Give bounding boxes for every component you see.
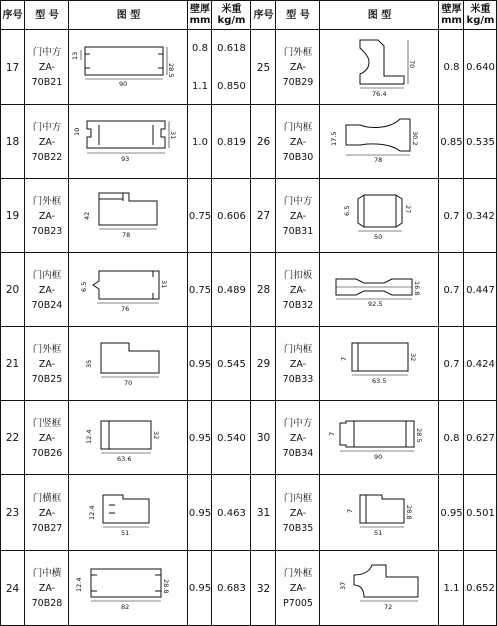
- weight-value: 0.463: [217, 507, 246, 519]
- row-index: [0, 551, 25, 626]
- header-wall: [188, 0, 212, 30]
- row-index-label: 31: [256, 507, 271, 519]
- profile-drawing: [69, 401, 188, 475]
- row-model: [276, 475, 320, 551]
- row-index: [0, 401, 25, 475]
- dimension-width: 76: [121, 305, 130, 313]
- dimension-sub: 17.5: [330, 131, 338, 146]
- weight-per-meter: [212, 551, 251, 626]
- profile-drawing: [69, 327, 188, 401]
- profile-name: 门中方: [32, 121, 62, 133]
- weight-value: 0.342: [466, 210, 495, 222]
- profile-code: ZA-70B30: [282, 136, 314, 163]
- header-wall-label: 壁厚: [441, 4, 462, 15]
- profile-name: 门外框: [283, 568, 313, 579]
- weight-per-meter: [212, 327, 251, 401]
- row-index-label: 19: [5, 210, 20, 222]
- dimension-height: 70: [408, 60, 416, 69]
- header-index-right: [251, 0, 276, 30]
- weight-value: 0.850: [217, 80, 246, 92]
- row-model: [25, 475, 69, 551]
- profile-drawing: [320, 401, 439, 475]
- row-index-label: 24: [5, 582, 20, 595]
- dimension-height: 37: [339, 581, 347, 590]
- profile-code: ZA-70B34: [282, 432, 314, 459]
- wall-value: 0.75: [188, 210, 212, 222]
- wall-value: 0.75: [188, 284, 212, 296]
- dimension-height: 28.5: [167, 63, 175, 78]
- profile-drawing: [320, 30, 439, 105]
- wall-thickness: [188, 401, 212, 475]
- wall-thickness: [439, 179, 464, 253]
- wall-thickness: [439, 253, 464, 327]
- profile-drawing: [69, 253, 188, 327]
- weight-per-meter: [464, 105, 497, 179]
- profile-name: 门内框: [283, 343, 313, 355]
- row-index: [251, 401, 276, 475]
- row-index-label: 17: [5, 61, 20, 74]
- weight-value: 0.652: [466, 583, 495, 594]
- row-index-label: 30: [256, 432, 271, 444]
- wall-thickness: [188, 30, 212, 105]
- profile-name: 门中横: [32, 568, 62, 579]
- wall-thickness: [188, 105, 212, 179]
- dimension-sub: 7: [340, 356, 348, 361]
- weight-value: 0.540: [217, 432, 246, 444]
- header-weight-label: 米重: [470, 4, 491, 15]
- wall-value: 0.95: [188, 583, 212, 594]
- header-wall-unit: mm: [441, 15, 462, 26]
- row-index: [251, 475, 276, 551]
- profile-name: 门中方: [283, 195, 313, 207]
- wall-value: 0.95: [188, 507, 212, 519]
- profile-name: 门中方: [283, 417, 313, 429]
- dimension-width: 63.5: [372, 377, 387, 385]
- dimension-sub: 7: [346, 508, 354, 513]
- header-model-label: 型 号: [35, 9, 59, 21]
- wall-thickness: [439, 551, 464, 626]
- row-model: [25, 253, 69, 327]
- header-model: [25, 0, 69, 30]
- dimension-sub: 12.4: [85, 429, 93, 444]
- dimension-sub: 7: [328, 431, 336, 436]
- weight-value: 0.447: [466, 284, 495, 296]
- profile-code: ZA-70B23: [31, 210, 63, 237]
- header-figure-label: 图 型: [116, 9, 141, 21]
- dimension-width: 70: [124, 379, 133, 387]
- dimension-width: 90: [119, 80, 128, 88]
- profile-code: ZA-70B21: [31, 62, 63, 88]
- dimension-height: 28.8: [405, 505, 413, 520]
- weight-per-meter: [464, 475, 497, 551]
- dimension-width: 76.4: [372, 90, 387, 98]
- wall-value: 0.8: [443, 432, 460, 444]
- dimension-height: 32: [409, 353, 417, 362]
- header-figure-label: 图 型: [367, 9, 392, 21]
- header-weight-label: 米重: [221, 4, 242, 15]
- row-index: [251, 253, 276, 327]
- dimension-height: 32: [152, 431, 160, 440]
- row-model: [276, 401, 320, 475]
- wall-value: 0.85: [440, 136, 463, 148]
- dimension-width: 51: [121, 529, 130, 537]
- dimension-width: 72: [384, 603, 393, 611]
- profile-name: 门横框: [32, 492, 62, 504]
- profile-name: 门扣板: [283, 269, 313, 281]
- row-index-label: 25: [256, 61, 271, 74]
- dimension-width: 82: [121, 603, 130, 611]
- row-model: [25, 551, 69, 626]
- dimension-height: 16.8: [413, 281, 421, 296]
- dimension-width: 90: [374, 453, 383, 461]
- dimension-width: 92.5: [368, 300, 383, 308]
- profile-name: 门外框: [32, 343, 62, 355]
- dimension-sub: 12.4: [75, 577, 83, 592]
- wall-thickness: [188, 179, 212, 253]
- header-figure-right: [320, 0, 439, 30]
- weight-value: 0.545: [217, 358, 246, 370]
- profile-name: 门外框: [283, 47, 313, 58]
- profile-drawing: [320, 105, 439, 179]
- header-model-label: 型 号: [286, 9, 310, 21]
- row-index: [251, 105, 276, 179]
- header-wall-label: 壁厚: [190, 4, 210, 15]
- profile-code: ZA-70B29: [282, 62, 314, 88]
- row-index: [0, 253, 25, 327]
- weight-per-meter: [464, 179, 497, 253]
- dimension-height: 28.5: [415, 428, 423, 443]
- dimension-width: 50: [374, 233, 383, 241]
- weight-per-meter: [464, 253, 497, 327]
- dimension-height: 31: [160, 280, 168, 289]
- weight-per-meter: [212, 475, 251, 551]
- row-model: [25, 401, 69, 475]
- profile-drawing: [320, 253, 439, 327]
- wall-value: 0.7: [443, 210, 460, 222]
- row-index: [0, 179, 25, 253]
- row-index-label: 20: [5, 284, 20, 296]
- weight-value: 0.640: [466, 62, 495, 73]
- wall-thickness: [188, 253, 212, 327]
- wall-value: 0.95: [188, 358, 212, 370]
- profile-code: ZA-70B26: [31, 432, 63, 459]
- profile-code: ZA-70B24: [31, 284, 63, 311]
- profile-name: 门外框: [32, 195, 62, 207]
- dimension-sub: 6.5: [80, 281, 88, 292]
- header-index-label: 序号: [253, 9, 274, 21]
- dimension-width: 78: [122, 231, 131, 239]
- row-index: [251, 551, 276, 626]
- dimension-width: 51: [374, 529, 383, 537]
- row-index-label: 18: [5, 136, 20, 148]
- row-model: [25, 105, 69, 179]
- weight-value: 0.424: [466, 358, 495, 370]
- weight-value: 0.535: [466, 136, 495, 148]
- weight-per-meter: [212, 179, 251, 253]
- row-model: [276, 253, 320, 327]
- header-wall-right: [439, 0, 464, 30]
- header-index-label: 序号: [2, 9, 23, 21]
- weight-per-meter: [212, 401, 251, 475]
- row-index: [251, 179, 276, 253]
- row-model: [276, 551, 320, 626]
- row-index: [0, 475, 25, 551]
- row-index: [251, 30, 276, 105]
- dimension-height: 31: [169, 131, 177, 140]
- weight-value: 0.606: [217, 210, 246, 222]
- profile-code: ZA-70B35: [282, 507, 314, 534]
- row-model: [25, 30, 69, 105]
- profile-drawing: [69, 105, 188, 179]
- profile-code: ZA-70B25: [31, 358, 63, 385]
- profile-drawing: [320, 551, 439, 626]
- dimension-width: 93: [121, 155, 130, 163]
- profile-drawing: [69, 30, 188, 105]
- header-weight-unit: kg/m: [466, 15, 495, 26]
- row-index-label: 21: [5, 358, 20, 370]
- row-model: [25, 327, 69, 401]
- row-index: [0, 327, 25, 401]
- weight-value: 0.627: [466, 432, 495, 444]
- dimension-width: 78: [374, 156, 383, 164]
- row-model: [276, 179, 320, 253]
- weight-per-meter: [464, 327, 497, 401]
- wall-thickness: [188, 475, 212, 551]
- row-index-label: 26: [256, 136, 271, 148]
- header-weight-unit: kg/m: [217, 15, 246, 26]
- weight-value: 0.819: [217, 136, 246, 148]
- profile-name: 门内框: [283, 492, 313, 504]
- dimension-sub: 10: [73, 127, 81, 136]
- weight-per-meter: [464, 30, 497, 105]
- header-weight-right: [464, 0, 497, 30]
- profile-name: 门中方: [32, 47, 62, 58]
- header-index: [0, 0, 25, 30]
- wall-thickness: [439, 401, 464, 475]
- wall-value: 0.95: [188, 432, 212, 444]
- profile-name: 门内框: [32, 269, 62, 281]
- weight-value: 0.618: [217, 43, 246, 55]
- profile-code: ZA-70B27: [31, 507, 63, 534]
- weight-value: 0.501: [466, 507, 495, 519]
- dimension-height: 35: [85, 359, 93, 368]
- row-index: [0, 30, 25, 105]
- dimension-sub: 6.5: [343, 205, 351, 216]
- wall-value: 0.7: [443, 284, 460, 296]
- weight-per-meter: [464, 551, 497, 626]
- dimension-height: 42: [83, 211, 91, 220]
- wall-thickness: [439, 475, 464, 551]
- profile-drawing: [320, 327, 439, 401]
- profile-drawing: [69, 475, 188, 551]
- profile-drawing: [69, 179, 188, 253]
- header-weight: [212, 0, 251, 30]
- wall-value: 0.8: [443, 62, 460, 73]
- wall-value: 0.8: [192, 43, 208, 55]
- wall-thickness: [188, 327, 212, 401]
- profile-code: ZA-70B22: [31, 136, 63, 163]
- wall-thickness: [439, 327, 464, 401]
- row-index-label: 23: [5, 507, 20, 519]
- row-model: [276, 327, 320, 401]
- row-index: [251, 327, 276, 401]
- profile-code: ZA-70B31: [282, 210, 314, 237]
- profile-code: ZA-70B28: [31, 583, 63, 609]
- profile-code: ZA-70B32: [282, 284, 314, 311]
- profile-name: 门竖框: [32, 417, 62, 429]
- weight-value: 0.683: [217, 583, 246, 594]
- profile-name: 门内框: [283, 121, 313, 133]
- wall-value: 1.1: [192, 80, 208, 92]
- wall-value: 1.0: [192, 136, 208, 148]
- profile-drawing: [320, 179, 439, 253]
- dimension-sub: 13: [71, 51, 79, 60]
- wall-thickness: [188, 551, 212, 626]
- wall-thickness: [439, 30, 464, 105]
- row-index-label: 28: [256, 284, 271, 296]
- weight-per-meter: [212, 253, 251, 327]
- profile-drawing: [320, 475, 439, 551]
- profile-code: ZA-70B33: [282, 358, 314, 385]
- dimension-height: 28.8: [162, 579, 170, 594]
- row-model: [276, 105, 320, 179]
- dimension-height: 27: [404, 205, 412, 214]
- header-model-right: [276, 0, 320, 30]
- wall-thickness: [439, 105, 464, 179]
- dimension-height: 30.2: [411, 131, 419, 146]
- row-model: [276, 30, 320, 105]
- row-index-label: 27: [256, 210, 271, 222]
- dimension-height: 12.4: [88, 505, 96, 520]
- wall-value: 1.1: [443, 583, 460, 594]
- row-index-label: 32: [256, 582, 271, 595]
- weight-value: 0.489: [217, 284, 246, 296]
- row-index-label: 29: [256, 358, 271, 370]
- dimension-width: 63.6: [117, 455, 132, 463]
- row-model: [25, 179, 69, 253]
- weight-per-meter: [464, 401, 497, 475]
- header-wall-unit: mm: [189, 15, 211, 26]
- row-index-label: 22: [5, 432, 20, 444]
- weight-per-meter: [212, 30, 251, 105]
- wall-value: 0.7: [443, 358, 460, 370]
- profile-drawing: [69, 551, 188, 626]
- wall-value: 0.95: [440, 507, 463, 519]
- row-index: [0, 105, 25, 179]
- profile-code: ZA-P7005: [283, 583, 313, 609]
- weight-per-meter: [212, 105, 251, 179]
- header-figure: [69, 0, 188, 30]
